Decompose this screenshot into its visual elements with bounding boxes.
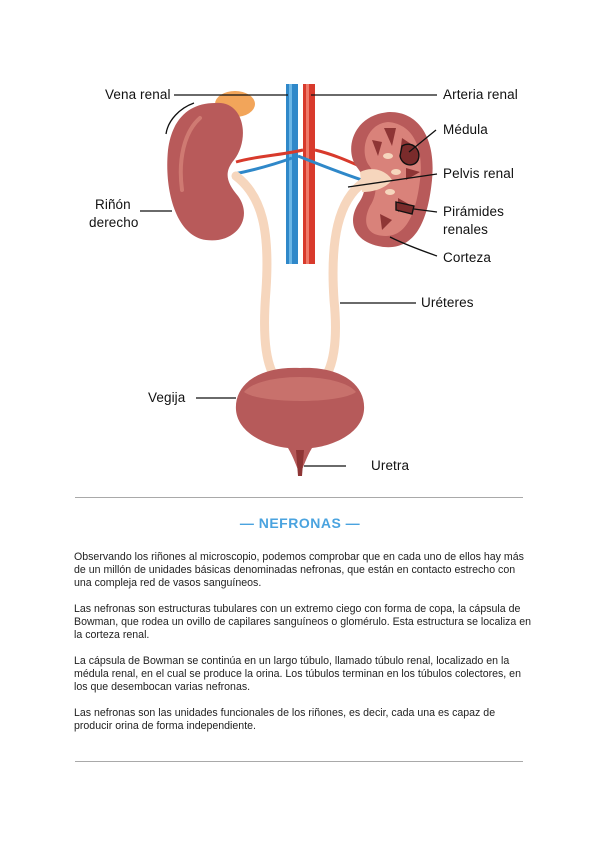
label-arteria-renal: Arteria renal xyxy=(443,87,518,102)
paragraph-1: Observando los riñones al microscopio, podemos comprobar que en cada uno de ellos hay más de un millón de unidades básicas denominadas nefronas, que están en contacto estrecho con una compleja red de vasos sanguíneos. xyxy=(74,551,524,589)
bottom-divider xyxy=(75,761,523,762)
right-kidney xyxy=(167,103,244,241)
paragraph-4: Las nefronas son las unidades funcionales de los riñones, es decir, cada una es capaz de producir orina de forma independiente. xyxy=(74,707,496,732)
paragraph-2: Las nefronas son estructuras tubulares con un extremo ciego con forma de copa, la cápsula de Bowman, que rodea un ovillo de capilares sanguíneos o glomérulo. Esta estructura se localiza en la corteza renal. xyxy=(74,603,531,641)
label-ureteres: Uréteres xyxy=(421,295,474,310)
section-body xyxy=(74,551,534,746)
label-corteza: Corteza xyxy=(443,250,491,265)
section-title: — NEFRONAS — xyxy=(239,515,361,531)
label-medula: Médula xyxy=(443,122,488,137)
highlighted-pyramid xyxy=(400,144,419,165)
top-divider xyxy=(75,497,523,498)
paragraph-3: La cápsula de Bowman se continúa en un largo túbulo, llamado túbulo renal, localizado en la médula renal, en el cual se produce la orina. Los túbulos terminan en los túbulos colectores, en los que desembocan varias nefronas. xyxy=(74,655,521,693)
urethra xyxy=(296,450,304,476)
label-vegija: Vegija xyxy=(148,390,186,405)
label-piramides-renales-line1: Pirámides xyxy=(443,204,504,219)
label-piramides-renales-line2: renales xyxy=(443,222,488,237)
label-pelvis-renal: Pelvis renal xyxy=(443,166,514,181)
label-rinon-derecho-line1: Riñón xyxy=(95,197,131,212)
vena-cava-highlight xyxy=(289,84,292,264)
label-rinon-derecho-line2: derecho xyxy=(89,215,139,230)
label-vena-renal: Vena renal xyxy=(105,87,171,102)
aorta-highlight xyxy=(306,84,309,264)
label-uretra: Uretra xyxy=(371,458,410,473)
